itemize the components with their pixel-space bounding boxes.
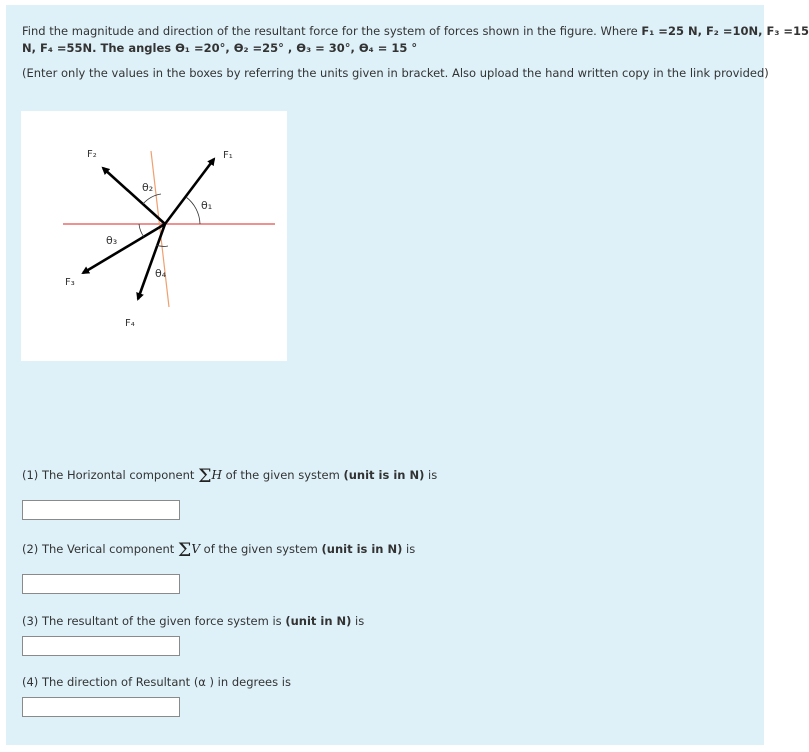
question-text: Find the magnitude and direction of the resultant force for the system of forces shown in the figure. Where [22, 24, 642, 38]
part-2-prompt: (2) The Verical component ΣV of the given system (unit is in N) is [22, 539, 416, 561]
label-theta3: θ₃ [106, 234, 118, 247]
label-theta2: θ₂ [142, 181, 154, 194]
label-theta1: θ₁ [201, 199, 213, 212]
sigma-symbol: Σ [198, 465, 212, 487]
force-f4-arrow [138, 224, 165, 299]
answer-input-direction[interactable] [22, 697, 180, 717]
force-diagram [21, 111, 287, 361]
force-diagram-svg [21, 111, 287, 361]
answer-input-resultant[interactable] [22, 636, 180, 656]
angle-arc-theta3 [139, 224, 144, 237]
answer-input-vertical[interactable] [22, 574, 180, 594]
force-f1-arrow [165, 159, 214, 224]
question-intro-line-2: N, F₄ =55N. The angles ϴ₁ =20°, ϴ₂ =25° , ϴ₃ = 30°, ϴ₄ = 15 ° [22, 41, 418, 55]
vertical-axis [151, 151, 169, 307]
question-panel [6, 5, 809, 745]
label-f1: F₁ [223, 150, 233, 161]
sigma-symbol: Σ [177, 539, 192, 561]
part-4-prompt: (4) The direction of Resultant (α ) in degrees is [22, 675, 291, 689]
question-intro-line-1 [22, 23, 809, 39]
angle-arc-theta2 [143, 194, 161, 204]
label-f4: F₄ [125, 318, 135, 329]
label-theta4: θ₄ [155, 267, 167, 280]
part-3-prompt: (3) The resultant of the given force system is (unit in N) is [22, 614, 365, 628]
question-instruction: (Enter only the values in the boxes by referring the units given in bracket. Also upload the hand written copy in the link provided) [22, 66, 769, 80]
angle-arc-theta1 [186, 197, 200, 224]
answer-input-horizontal[interactable] [22, 500, 180, 520]
part-1-prompt: (1) The Horizontal component ΣH of the given system (unit is in N) is [22, 465, 438, 487]
label-f2: F₂ [87, 149, 97, 160]
force-f3-arrow [83, 224, 165, 273]
force-values: F₁ =25 N, F₂ =10N, F₃ =15 [641, 24, 809, 38]
label-f3: F₃ [65, 277, 75, 288]
